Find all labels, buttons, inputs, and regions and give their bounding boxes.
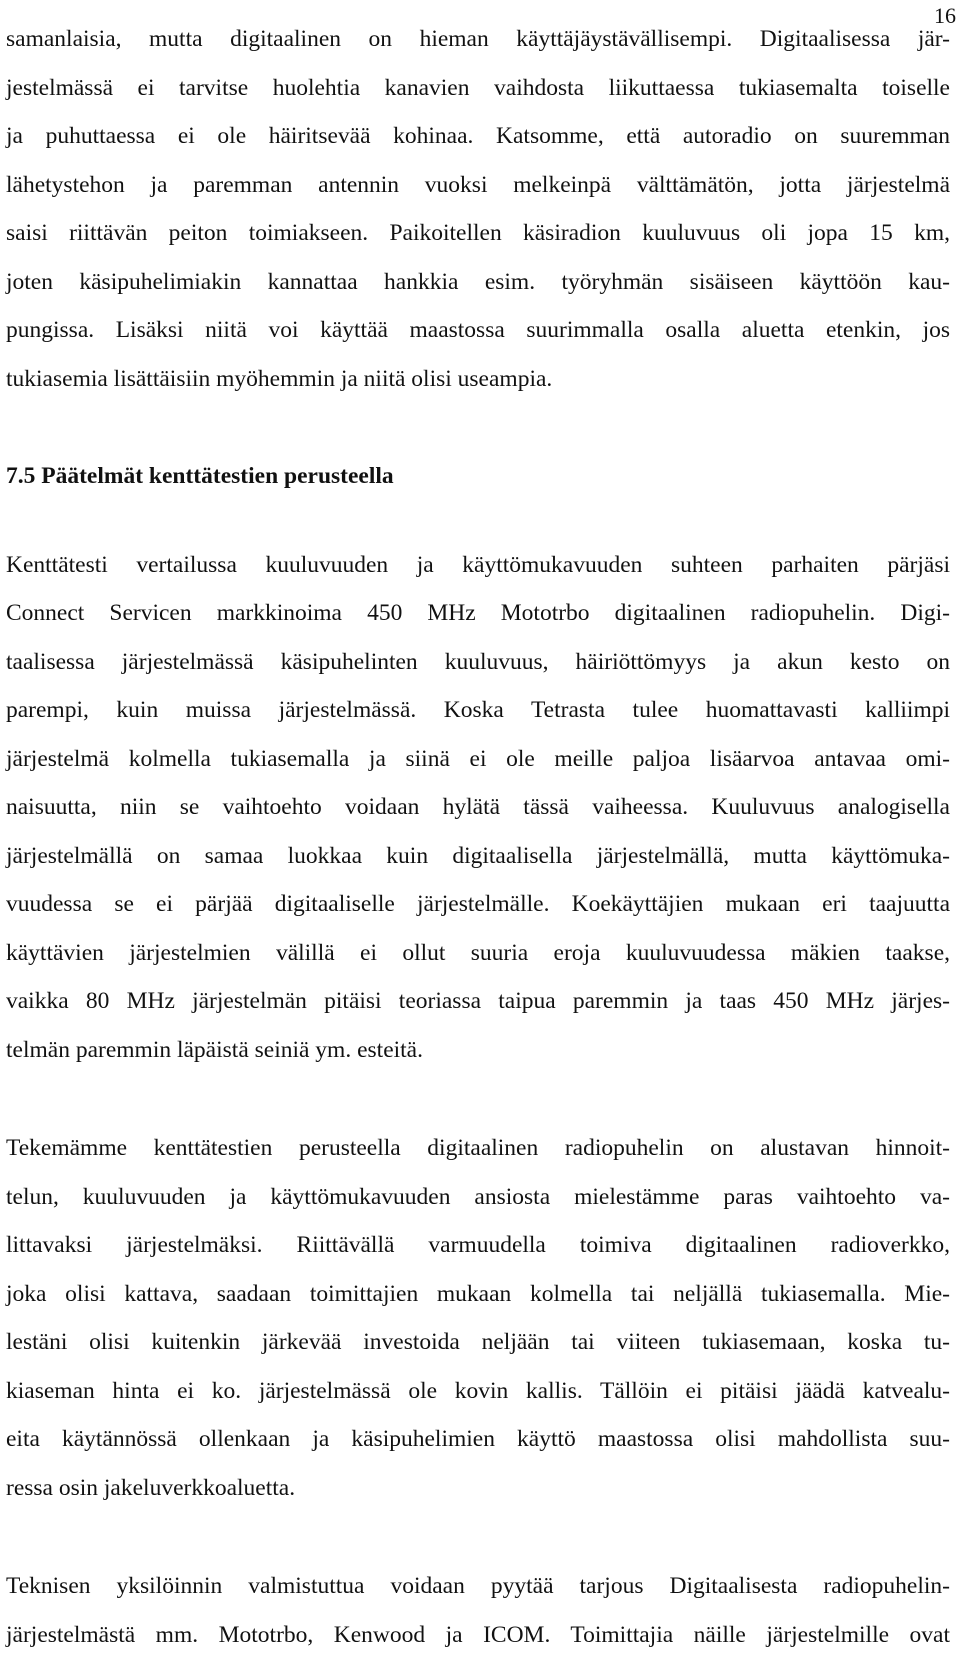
text-line: ja puhuttaessa ei ole häiritsevää kohinaa. Katsomme, että autoradio on suuremman: [6, 112, 950, 161]
text-line: joten käsipuhelimiakin kannattaa hankkia esim. työryhmän sisäiseen käyttöön kau-: [6, 258, 950, 307]
text-line: Tekemämme kenttätestien perusteella digitaalinen radiopuhelin on alustavan hinnoit-: [6, 1124, 950, 1173]
text-line: ressa osin jakeluverkkoaluetta.: [6, 1464, 950, 1513]
text-line: järjestelmällä on samaa luokkaa kuin digitaalisella järjestelmällä, mutta käyttömuka-: [6, 832, 950, 881]
intro-paragraph: [6, 15, 950, 403]
text-line: eita käytännössä ollenkaan ja käsipuhelimien käyttö maastossa olisi mahdollista suu-: [6, 1415, 950, 1464]
text-line: telmän paremmin läpäistä seiniä ym. esteitä.: [6, 1026, 950, 1075]
text-line: samanlaisia, mutta digitaalinen on hieman käyttäjäystävällisempi. Digitaalisessa jär-: [6, 15, 950, 64]
spacer: [6, 501, 950, 541]
text-line: joka olisi kattava, saadaan toimittajien mukaan kolmella tai neljällä tukiasemalla. Mie-: [6, 1270, 950, 1319]
text-line: vaikka 80 MHz järjestelmän pitäisi teoriassa taipua paremmin ja taas 450 MHz järjes-: [6, 977, 950, 1026]
text-line: taalisessa järjestelmässä käsipuhelinten kuuluvuus, häiriöttömyys ja akun kesto on: [6, 638, 950, 687]
text-line: kiaseman hinta ei ko. järjestelmässä ole kovin kallis. Tällöin ei pitäisi jäädä katvealu-: [6, 1367, 950, 1416]
text-line: Teknisen yksilöinnin valmistuttua voidaan pyytää tarjous Digitaalisesta radiopuhelin-: [6, 1562, 950, 1611]
text-line: pungissa. Lisäksi niitä voi käyttää maastossa suurimmalla osalla aluetta etenkin, jos: [6, 306, 950, 355]
text-line: saisi riittävän peiton toimiakseen. Paikoitellen käsiradion kuuluvuus oli jopa 15 km,: [6, 209, 950, 258]
paragraph-next-steps: [6, 1562, 950, 1659]
text-line: järjestelmä kolmella tukiasemalla ja siinä ei ole meille paljoa lisäarvoa antavaa omi-: [6, 735, 950, 784]
text-line: naisuutta, niin se vaihtoehto voidaan hylätä tässä vaiheessa. Kuuluvuus analogisella: [6, 783, 950, 832]
text-line: käyttävien järjestelmien välillä ei ollut suuria eroja kuuluvuudessa mäkien taakse,: [6, 929, 950, 978]
text-line: järjestelmästä mm. Mototrbo, Kenwood ja ICOM. Toimittajia näille järjestelmille ovat: [6, 1611, 950, 1659]
text-line: parempi, kuin muissa järjestelmässä. Koska Tetrasta tulee huomattavasti kalliimpi: [6, 686, 950, 735]
text-line: littavaksi järjestelmäksi. Riittävällä varmuudella toimiva digitaalinen radioverkko,: [6, 1221, 950, 1270]
text-line: jestelmässä ei tarvitse huolehtia kanavien vaihdosta liikuttaessa tukiasemalta toiselle: [6, 64, 950, 113]
spacer: [6, 403, 950, 452]
text-line: Connect Servicen markkinoima 450 MHz Mototrbo digitaalinen radiopuhelin. Digi-: [6, 589, 950, 638]
text-line: lähetystehon ja paremman antennin vuoksi melkeinpä välttämätön, jotta järjestelmä: [6, 161, 950, 210]
paragraph-recommendation: [6, 1124, 950, 1512]
text-line: tukiasemia lisättäisiin myöhemmin ja niitä olisi useampia.: [6, 355, 950, 404]
spacer: [6, 1512, 950, 1562]
text-line: telun, kuuluvuuden ja käyttömukavuuden ansiosta mielestämme paras vaihtoehto va-: [6, 1173, 950, 1222]
section-heading: 7.5 Päätelmät kenttätestien perusteella: [6, 452, 950, 501]
spacer: [6, 1074, 950, 1124]
text-line: lestäni olisi kuitenkin järkevää investoida neljään tai viiteen tukiasemaan, koska tu-: [6, 1318, 950, 1367]
page-number: 16: [934, 2, 956, 30]
document-body: [6, 15, 950, 1659]
text-line: Kenttätesti vertailussa kuuluvuuden ja käyttömukavuuden suhteen parhaiten pärjäsi: [6, 541, 950, 590]
paragraph-conclusions: [6, 541, 950, 1075]
text-line: vuudessa se ei pärjää digitaaliselle järjestelmälle. Koekäyttäjien mukaan eri taajuutta: [6, 880, 950, 929]
